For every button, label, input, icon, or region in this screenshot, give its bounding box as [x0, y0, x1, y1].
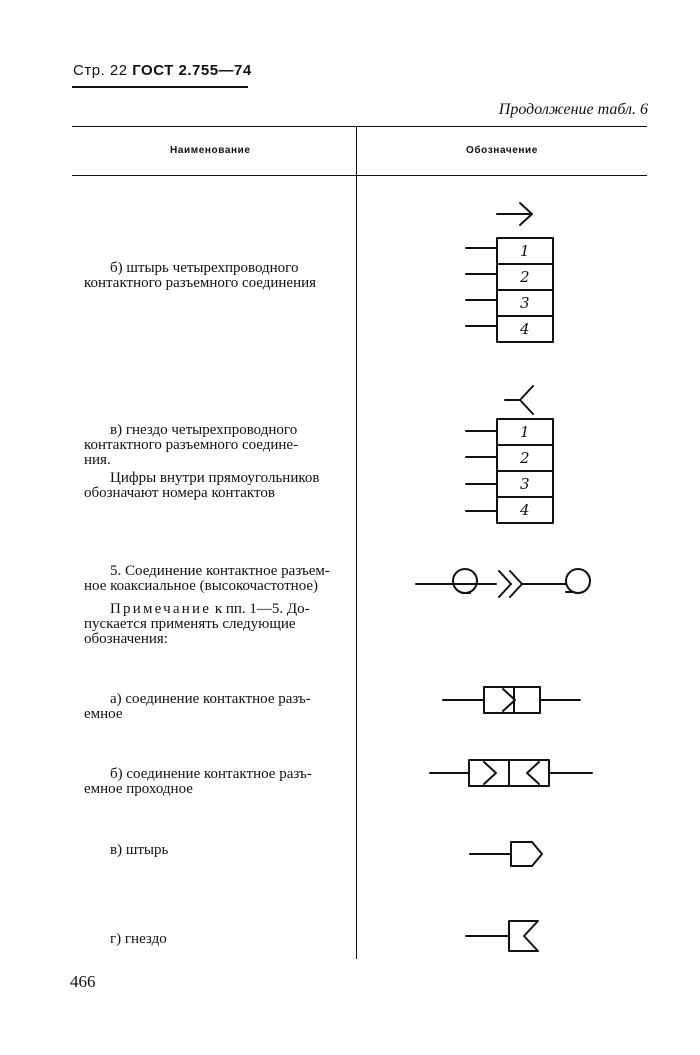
connector-b-chevron-left-icon: [484, 762, 496, 784]
row-line: ния.: [84, 452, 111, 468]
coaxial-connector-symbol: [416, 569, 590, 597]
connector-a-box: [484, 687, 540, 713]
table-continuation: Продолжение табл. 6: [498, 101, 648, 118]
row-line: емное проходное: [84, 781, 193, 797]
pin-pentagon-icon: [511, 842, 542, 866]
socket-contact-number: 1: [520, 423, 530, 441]
socket-contact-number: 3: [520, 475, 530, 493]
coax-double-chevron-icon: [499, 571, 522, 597]
connector-a-symbol: [443, 687, 580, 713]
socket-symbol: [466, 921, 538, 951]
socket-notch-icon: [509, 921, 538, 951]
page-number: 466: [70, 972, 96, 991]
coax-circle-right: [566, 569, 590, 593]
row-line: г) гнездо: [110, 931, 167, 947]
row-line: емное: [84, 706, 123, 722]
row-line: б) соединение контактное разъ-: [110, 766, 312, 782]
page-ref: Стр. 22: [73, 62, 128, 79]
row-note-line: обозначают номера контактов: [84, 485, 275, 501]
pin-arrow-icon: [497, 203, 532, 225]
connector-b-chevron-right-icon: [527, 762, 539, 784]
pin-contact-number: 4: [520, 320, 530, 338]
note-line: пускается применять следующие: [84, 616, 296, 632]
note-line-rest: к пп. 1—5. До-: [211, 601, 310, 617]
socket-4wire-symbol: [466, 386, 553, 523]
pin-leads: [466, 248, 497, 326]
row-line: ное коаксиальное (высокочастотное): [84, 578, 319, 594]
row-line: в) штырь: [110, 842, 169, 858]
pin-contact-number: 2: [520, 268, 530, 286]
column-header-name: Наименование: [170, 145, 251, 156]
note-label: Примечание: [110, 601, 212, 617]
socket-fork-icon: [505, 386, 533, 414]
row-line: в) гнездо четырехпроводного: [110, 422, 298, 438]
standard-code: ГОСТ 2.755—74: [132, 62, 252, 79]
row-line: контактного разъемного соединения: [84, 275, 317, 291]
pin-contact-number: 1: [520, 242, 530, 260]
note-line: обозначения:: [84, 631, 168, 647]
pin-contact-number: 3: [520, 294, 530, 312]
row-line: 5. Соединение контактное разъем-: [110, 563, 330, 579]
row-line: контактного разъемного соедине-: [84, 437, 299, 453]
coax-circle-left: [453, 569, 477, 593]
row-line: б) штырь четырехпроводного: [110, 260, 299, 276]
socket-contact-number: 4: [520, 501, 530, 519]
pin-symbol: [470, 842, 542, 866]
connector-b-symbol: [430, 760, 592, 786]
row-note-line: Цифры внутри прямоугольников: [110, 470, 320, 486]
row-line: а) соединение контактное разъ-: [110, 691, 311, 707]
column-header-symbol: Обозначение: [466, 145, 538, 156]
pin-4wire-symbol: [466, 203, 553, 342]
socket-contact-number: 2: [520, 449, 530, 467]
socket-leads: [466, 431, 497, 511]
